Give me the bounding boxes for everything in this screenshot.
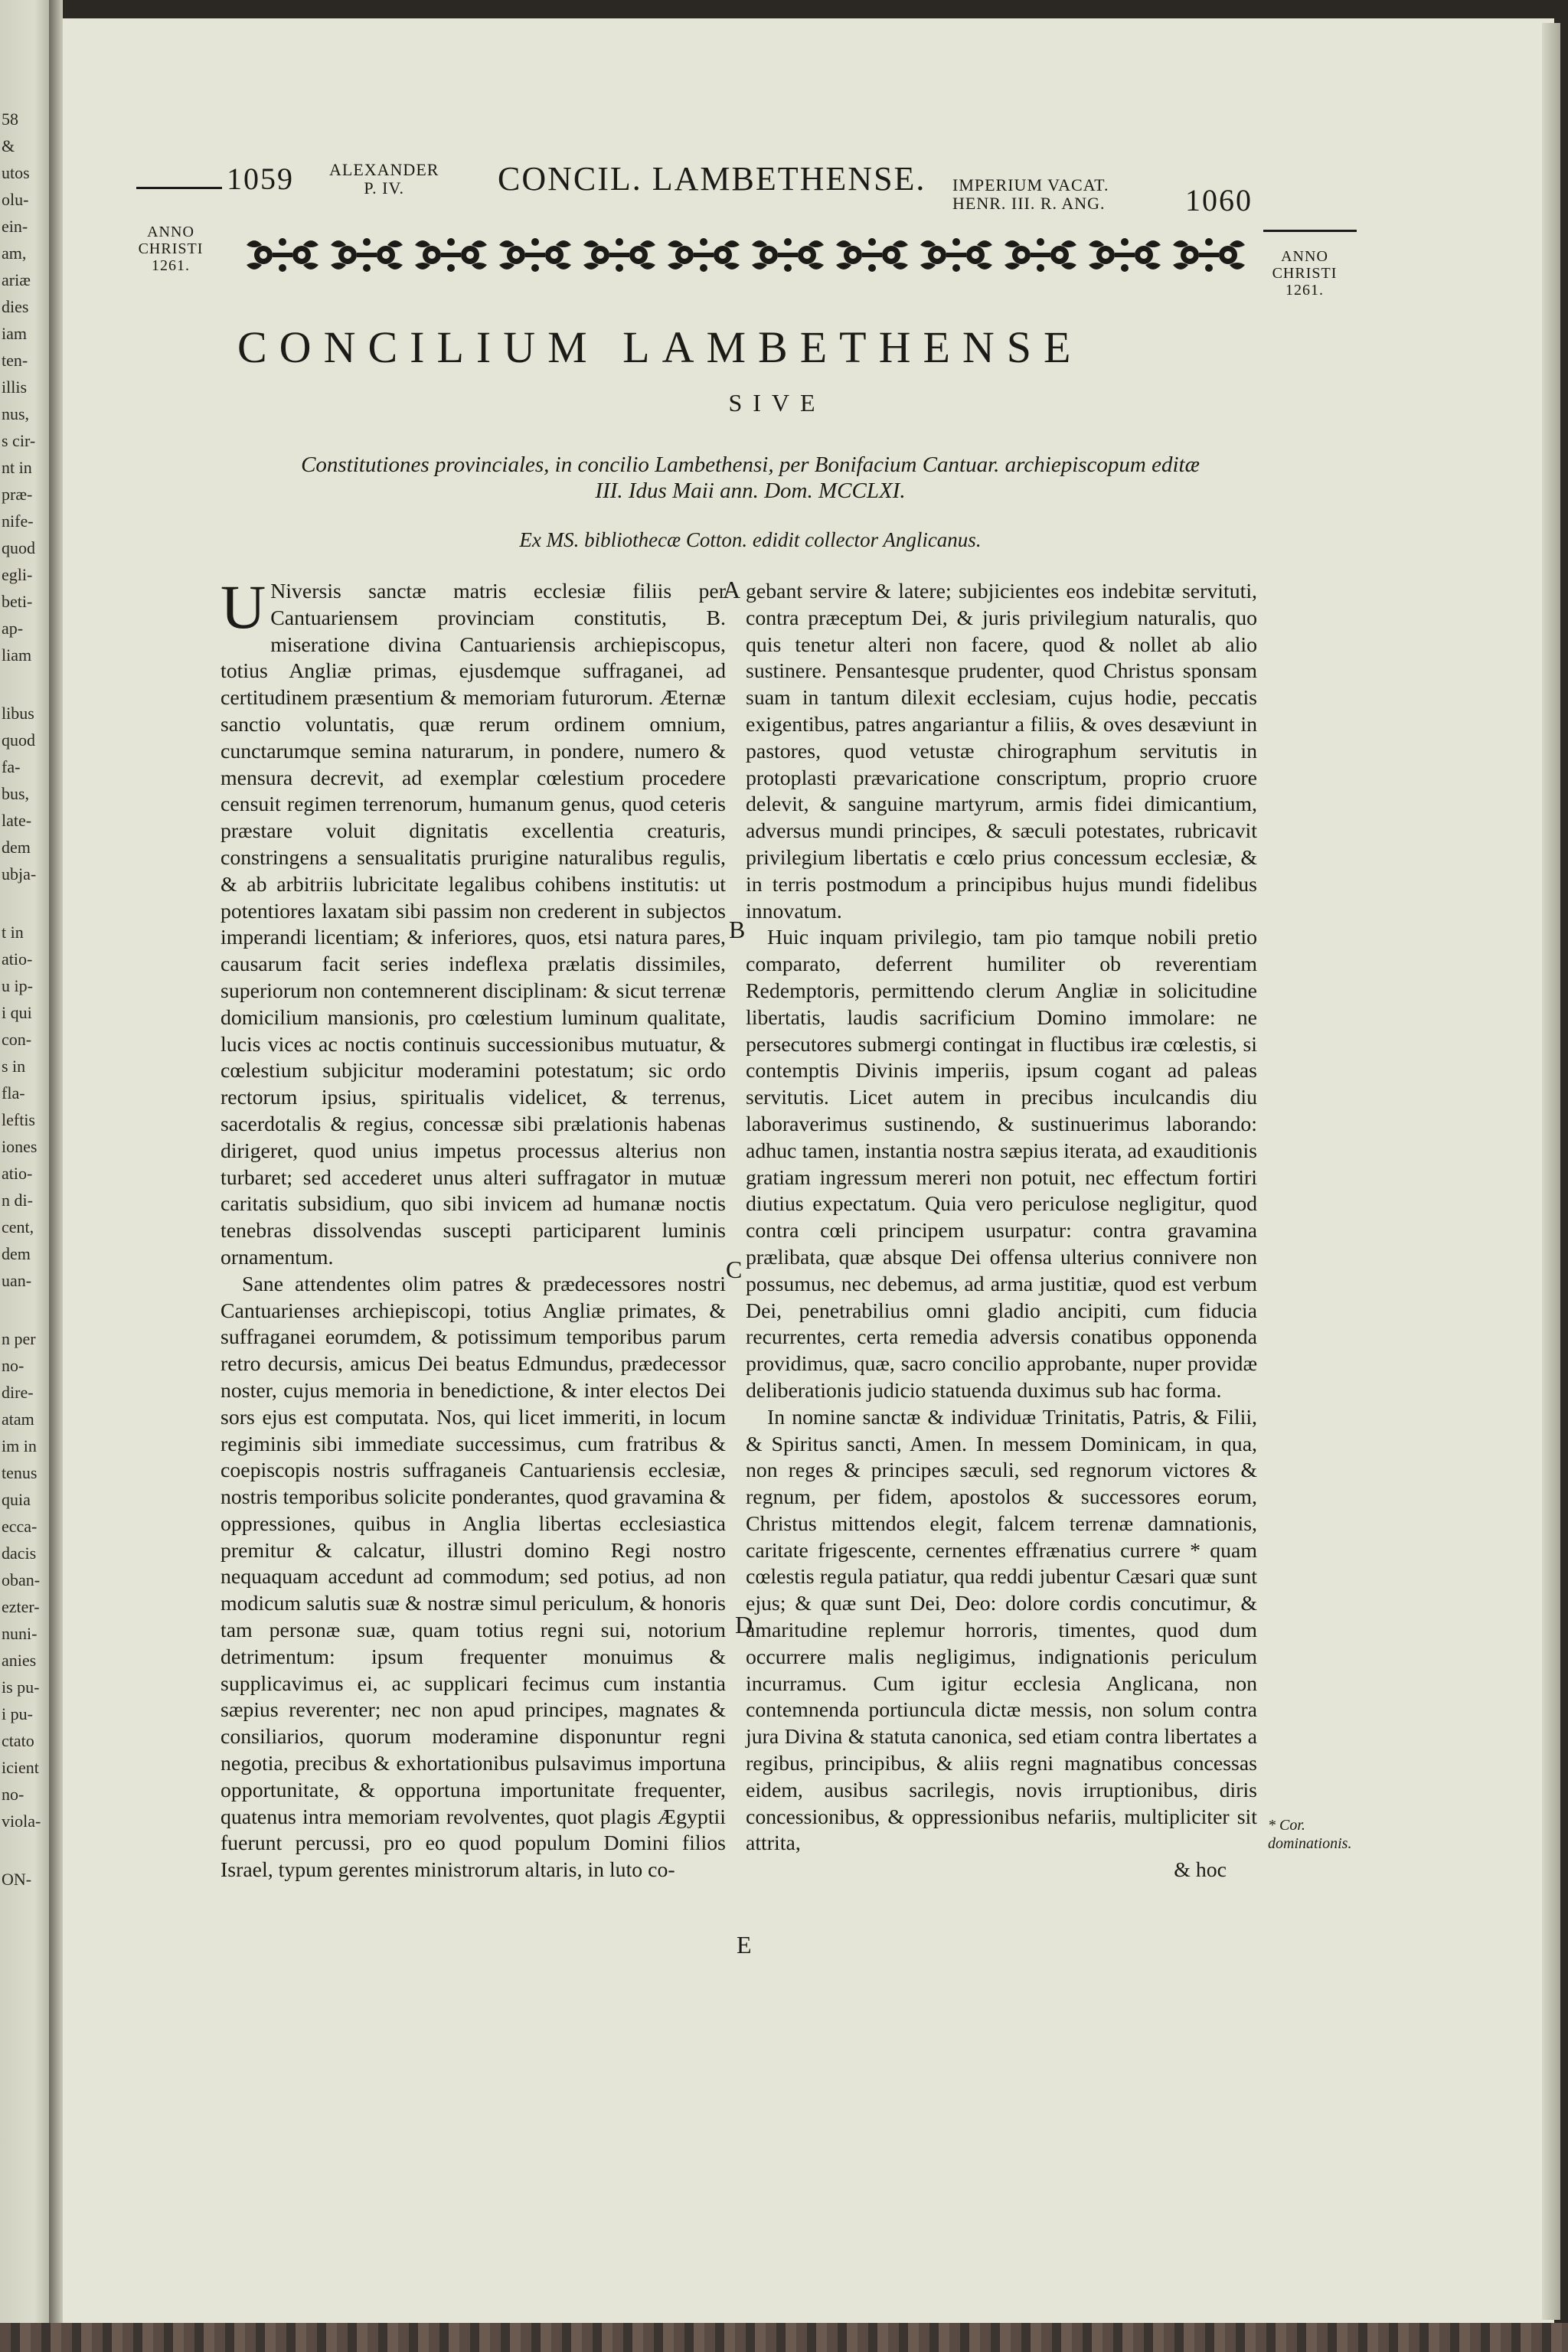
fleuron-icon (746, 231, 830, 279)
left-page-fragment: is pu- (2, 1677, 40, 1697)
fleuron-icon (998, 231, 1083, 279)
left-page-fragment: liam (2, 645, 32, 665)
left-page-fragment: fla- (2, 1083, 25, 1102)
left-page-fragment: con- (2, 1030, 32, 1049)
left-page-fragment: illis (2, 377, 28, 397)
header-rule-left (136, 187, 222, 189)
left-page-fragment: nuni- (2, 1624, 38, 1643)
left-page-fragment: ten- (2, 351, 28, 370)
book-gutter (49, 0, 63, 2352)
sive-heading: SIVE (728, 389, 826, 416)
text-column-left (220, 572, 726, 1884)
paragraph: In nomine sanctæ & individuæ Trinitatis, Patris, & Filii, & Spiritus sancti, Amen. In messem Dominicam, in qua, non reges & principes sæculi, sed regnorum victores & regnum, per fidem, apostolos & successores eorum, Christus mittendos elegit, falcem terrenæ damnationis, caritate frigescente, cernentes effrænatius currere * quam cœlestis regula patiatur, qua reddi jubentur Cæsari quæ sunt ejus; & quæ sunt Dei, Deo: dolore cordis concutimur, & amaritudine replemur horroris, timentes, quod dum occurrere malis negligimus, indignationis periculum incurramus. Cum igitur ecclesia Anglicana, non contemnenda portiuncula dictæ messis, non solum contra jura Divina & statuta canonica, sed etiam contra libertates a regibus, principibus, & aliis regni magnatibus concessas eidem, ausibus sacrilegis, novis irruptionibus, diris concessionibus, & oppressionibus nefariis, multipliciter sit attrita, (746, 1405, 1257, 1856)
left-page-fragment: dacis (2, 1544, 37, 1563)
running-head-title: CONCIL. LAMBETHENSE. (498, 160, 926, 198)
left-page-fragment: ein- (2, 217, 28, 236)
left-page-fragment: nt in (2, 458, 32, 477)
anno-christi-left (126, 224, 216, 274)
source-line: Ex MS. bibliothecæ Cotton. edidit collector Anglicanus. (519, 528, 982, 551)
section-letter-b: B (729, 916, 746, 943)
fleuron-icon (240, 231, 325, 279)
fleuron-ornament-band (240, 228, 1251, 282)
folio-left: 1059 (227, 162, 294, 196)
left-page-fragment: t in (2, 923, 24, 942)
anno-line: 1261. (152, 257, 190, 274)
page-edge (1542, 23, 1560, 2320)
left-page-fragment: nus, (2, 404, 30, 423)
left-page-fragment: præ- (2, 485, 33, 504)
left-page-fragment: icient (2, 1758, 39, 1777)
fleuron-icon (1167, 231, 1251, 279)
left-page-fragment: nife- (2, 511, 34, 531)
left-page-fragment: ubja- (2, 864, 37, 884)
running-head-right-line: HENR. III. R. ANG. (952, 194, 1106, 213)
section-letter-d: D (735, 1611, 753, 1638)
left-page-fragment: i pu- (2, 1704, 33, 1723)
section-letter-e: E (737, 1931, 752, 1958)
header-rule-right (1263, 230, 1357, 232)
left-page-fragment: iam (2, 324, 27, 343)
left-page-fragment: ariæ (2, 270, 31, 289)
fleuron-icon (409, 231, 493, 279)
left-page-fragment: u ip- (2, 976, 33, 995)
fleuron-icon (493, 231, 577, 279)
left-page-fragment: leftis (2, 1110, 35, 1129)
left-page-fragment: tenus (2, 1463, 38, 1482)
left-page-fragment: quod (2, 538, 35, 557)
anno-christi-right (1248, 248, 1361, 299)
running-head-right-line: IMPERIUM VACAT. (952, 175, 1109, 194)
left-page-fragment: utos (2, 163, 30, 182)
left-page-fragment: atam (2, 1410, 34, 1429)
fleuron-icon (577, 231, 662, 279)
fleuron-icon (914, 231, 998, 279)
left-page-fragment: no- (2, 1785, 24, 1804)
left-page-fragment: no- (2, 1356, 24, 1375)
left-page-fragment: ecca- (2, 1517, 38, 1536)
running-head-left-line: P. IV. (364, 178, 405, 198)
background-surface (0, 2323, 1568, 2352)
left-page-fragment: atio- (2, 1164, 33, 1183)
paragraph: Sane attendentes olim patres & prædecessores nostri Cantuarienses archiepiscopi, totius Angliæ primates, & suffraganei eorumdem, & potissimum temporibus parum retro decursis, amicus Dei beatus Edmundus, prædecessor noster, cujus memoria in benedictione, & inter electos Dei sors ejus est computata. Nos, qui licet immeriti, in locum regiminis sibi immediate successimus, cum fratribus & coepiscopis nostris suffraganeis Cantuariensis ecclesiæ, nostris temporibus solicite ponderantes, quod gravamina & oppressiones, quibus in Anglia libertas ecclesiastica premitur & calcatur, illustri domino Regi nostro nequaquam accedunt ad commodum; sed potius, ad non modicum salutis suæ & nostræ simul periculum, & honoris tam personæ suæ, quam totius regni sui, notorium detrimentum: ipsum frequenter monuimus & supplicavimus ei, ac supplicari fecimus cum instantia sæpius reverenter; nec non apud principes, magnates & consiliarios, quorum moderamine disponuntur regni negotia, precibus & exhortationibus pulsavimus importuna opportunitate, & opportuna importunitate frequenter, quatenus intra memoriam revolventes, quot plagis Ægyptii fuerunt percussi, pro eo quod populum Domini filios Israel, typum gerentes ministrorum altaris, in luto co- (220, 1272, 726, 1883)
left-page-fragment: iones (2, 1137, 38, 1156)
left-page-fragment: dire- (2, 1383, 34, 1402)
left-page-fragment: & (2, 136, 15, 155)
left-page-fragment: dem (2, 838, 31, 857)
left-page-fragment: quia (2, 1490, 31, 1509)
left-page-fragment: egli- (2, 565, 33, 584)
fleuron-icon (1083, 231, 1167, 279)
anno-line: CHRISTI (138, 240, 204, 257)
fleuron-icon (662, 231, 746, 279)
running-head-right (952, 176, 1109, 213)
left-page-fragment: oban- (2, 1570, 41, 1589)
section-letter-a: A (723, 576, 741, 603)
paragraph (220, 572, 726, 1272)
running-head-left-line: ALEXANDER (329, 160, 439, 179)
left-page-fragment: i qui (2, 1003, 32, 1022)
adjacent-page-strip (0, 0, 49, 2352)
left-page-fragment: 58 (2, 109, 18, 129)
left-page-fragment: anies (2, 1651, 37, 1670)
left-page-fragment: ctato (2, 1731, 34, 1750)
text-column-right (746, 579, 1257, 1884)
left-page-fragment: late- (2, 811, 32, 830)
left-page-fragment: am, (2, 243, 27, 263)
left-page-fragment: dies (2, 297, 29, 316)
left-page-fragment: dem (2, 1244, 31, 1263)
anno-line: CHRISTI (1272, 265, 1338, 282)
left-page-fragment: fa- (2, 757, 21, 776)
anno-line: ANNO (147, 224, 194, 240)
left-page-fragment: libus (2, 704, 34, 723)
left-page-fragment: olu- (2, 190, 29, 209)
paragraph: gebant servire & latere; subjicientes eos indebitæ servituti, contra præceptum Dei, & juris privilegium naturalis, quo quis tenetur alteri non facere, quod & nollet ab alio sustinere. Pensantesque prudenter, quod Christus sponsam suam in tantum dilexit ecclesiam, cujus hodie, peccatis exigentibus, patres angariantur a filiis, & oves desæviunt in pastores, quod vetustæ chirographum servitutis in protoplasti prævaricatione conscriptum, proprio cruore delevit, & sanguine martyrum, armis fidei dimicantium, adversus mundi principes, & sæculi potestates, rubricavit privilegium libertatis e cœlo prius concessum ecclesiæ, & in terris postmodum a principibus hujus mundi fidelibus innovatum. (746, 580, 1257, 923)
left-page-fragment: beti- (2, 592, 33, 611)
drop-cap: U (220, 572, 266, 642)
fleuron-icon (325, 231, 409, 279)
left-page-fragment: s cir- (2, 431, 36, 450)
left-page-fragment: n di- (2, 1191, 33, 1210)
left-page-fragment: cent, (2, 1217, 34, 1236)
left-page-fragment: s in (2, 1057, 26, 1076)
catchword: & hoc (1174, 1858, 1227, 1883)
section-letter-c: C (726, 1256, 743, 1283)
anno-line: 1261. (1285, 282, 1324, 299)
left-page-fragment: n per (2, 1329, 36, 1348)
main-title: CONCILIUM LAMBETHENSE (237, 322, 1083, 372)
left-page-fragment: ON- (2, 1870, 32, 1889)
left-page-fragment: im in (2, 1436, 37, 1455)
left-page-fragment: viola- (2, 1811, 41, 1831)
subtitle: Constitutiones provinciales, in concilio Lambethensi, per Bonifacium Cantuar. archiepiscopum editæ III. Idus Maii ann. Dom. MCCLXI. (301, 452, 1200, 503)
paragraph: Huic inquam privilegio, tam pio tamque nobili pretio comparato, deferrent humiliter ob reverentiam Redemptoris, permittendo clerum Angliæ in solicitudine libertatis, laudis sacrificium Domino immolare: ne persecutores submergi contingat in fluctibus iræ cœlestis, si contemptis Divinis imperiis, ipsum cogant ad paleas servitutis. Licet autem in precibus inculcandis diu laboraverimus sustinendo, & sustinuerimus laborando: adhuc tamen, instantia nostra sæpius iterata, ad exauditionis gratiam ingressum mereri non potuit, nec effectum fortiri diutius expectatum. Quia vero periculose negligitur, quod contra cœli principem usurpatur: contra gravamina prælibata, quæ absque Dei offensa ulterius connivere non possumus, nec debemus, ad arma justitiæ, quod est verbum Dei, penetrabilius omni gladio ancipiti, cum fiducia recurrentes, certa remedia adversis conatibus opponenda providimus, quæ, sacro concilio approbante, nuper providæ deliberationis judicio statuenda duximus sub hac forma. (746, 926, 1257, 1403)
folio-right: 1060 (1185, 183, 1253, 217)
paragraph-text: Niversis sanctæ matris ecclesiæ filiis per Cantuariensem provinciam constitutis, B. miseratione divina Cantuariensis archiepiscopus, totius Angliæ primas, ejusdemque suffraganei, ad certitudinem præsentium & memoriam futurorum. Æternæ sanctio voluntatis, quæ rerum ordinem omnium, cunctarumque semina naturarum, in pondere, numero & mensura decrevit, ad exemplar cœlestium procedere censuit regimen terrenorum, humanum genus, quod ceteris præstare voluit dignitatis excellentia creaturis, constringens a sensualitatis prurigine naturalibus regulis, & ab arbitriis lubricitate legalibus cohibens institutis: ut potentiores laxatam sibi passim non crederent in subjectos imperandi licentiam; & inferiores, quos, etsi natura pares, causarum facit series indeflexa prælatis dissimiles, superiorum non contemnerent disciplinam: & sicut terrenæ domicilium mansionis, pro cœlestium luminum qualitate, lucis vices ac noctis continuis successionibus mutuatur, & cœlestium subjicitur moderamini potestatum; sic ordo rectorum ipsius, spiritualis videlicet, & terrenus, sacerdotalis & regius, concessæ sibi prælationis habenas dirigeret, quod unius impetus processus alterius non turbaret; sed accederet unus alteri suffragator in mutuæ caritatis subsidium, quo sibi invicem ad humanæ noctis tenebras dissolvendas suscepti participarent luminis ornamentum. (220, 580, 726, 1269)
left-page-fragment: uan- (2, 1271, 32, 1290)
margin-note: * Cor. dominationis. (1268, 1817, 1352, 1852)
left-page-fragment: ezter- (2, 1597, 40, 1616)
left-page-fragment: quod (2, 730, 35, 750)
fleuron-icon (830, 231, 914, 279)
left-page-fragment: ap- (2, 619, 24, 638)
anno-line: ANNO (1281, 248, 1328, 265)
running-head-left (329, 161, 439, 198)
left-page-fragment: atio- (2, 949, 33, 969)
left-page-fragment: bus, (2, 784, 30, 803)
